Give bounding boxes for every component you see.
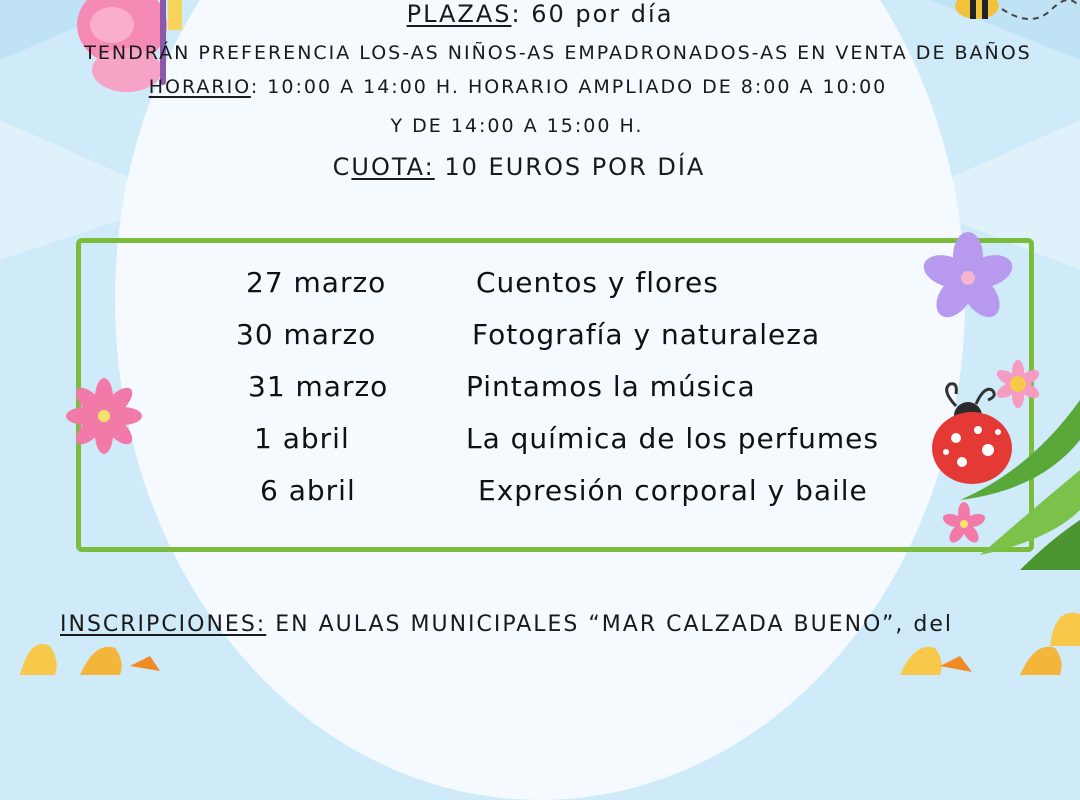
inscripciones-line (0, 612, 1080, 637)
schedule-activity: La química de los perfumes (466, 422, 879, 455)
schedule-activity: Pintamos la música (466, 370, 756, 403)
horario-line-2: Y DE 14:00 A 15:00 H. (390, 115, 644, 137)
horario-value: : 10:00 A 14:00 H. HORARIO AMPLIADO DE 8:00 A 10:00 (250, 76, 888, 98)
cuota-line (0, 153, 1059, 181)
plazas-label: PLAZAS (406, 0, 512, 28)
plazas-line (0, 0, 1080, 28)
schedule-date: 27 marzo (246, 266, 387, 299)
schedule-date: 30 marzo (236, 318, 377, 351)
ladybug-icon (926, 380, 1018, 490)
flower-icon (918, 228, 1018, 328)
tulip-icon (1050, 606, 1080, 646)
schedule-date: 31 marzo (248, 370, 389, 403)
schedule-activity: Fotografía y naturaleza (472, 318, 821, 351)
schedule-activity: Cuentos y flores (476, 266, 719, 299)
flower-icon (940, 500, 988, 548)
tulip-icon (0, 636, 1080, 675)
preferencia-line: TENDRÁN PREFERENCIA LOS-AS NIÑOS-AS EMPADRONADOS-AS EN VENTA DE BAÑOS (84, 42, 1032, 64)
inscripciones-value: EN AULAS MUNICIPALES “MAR CALZADA BUENO”, del (266, 612, 953, 637)
inscripciones-label: INSCRIPCIONES: (60, 612, 267, 637)
cuota-label: UOTA: (351, 153, 435, 181)
horario-label: HORARIO (148, 76, 251, 98)
plazas-value: : 60 por día (511, 0, 674, 28)
flower-icon (64, 376, 144, 456)
schedule-date: 1 abril (254, 422, 350, 455)
schedule-activity: Expresión corporal y baile (478, 474, 868, 507)
horario-line (0, 76, 1058, 98)
schedule-date: 6 abril (260, 474, 356, 507)
cuota-value: 10 EUROS POR DÍA (434, 153, 706, 181)
cuota-prefix: C (332, 153, 352, 181)
